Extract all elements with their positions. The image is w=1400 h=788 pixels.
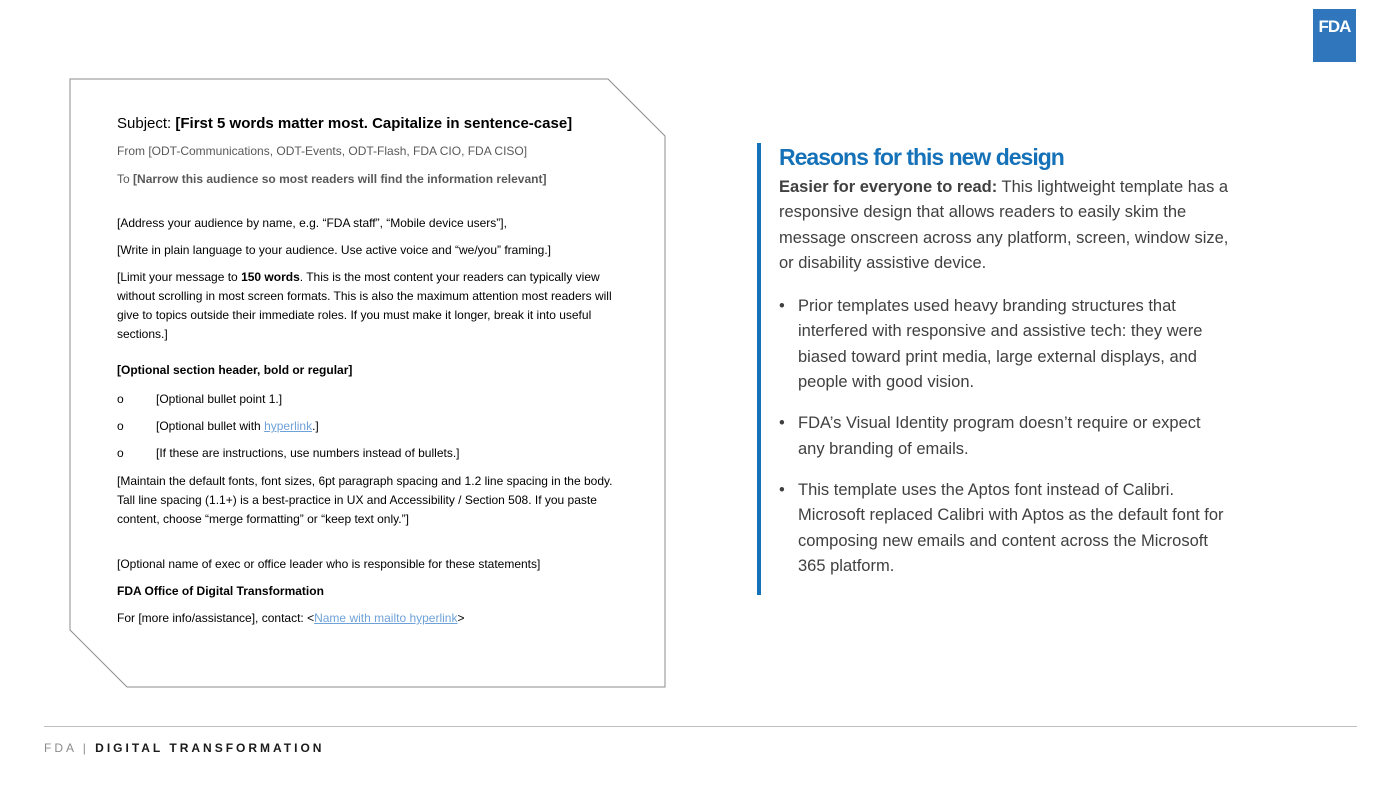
exec-line: [Optional name of exec or office leader who is responsible for these statements] bbox=[117, 557, 541, 571]
contact-post: > bbox=[457, 611, 465, 625]
bullet-marker: o bbox=[117, 392, 124, 406]
office-name: FDA Office of Digital Transformation bbox=[117, 584, 324, 598]
bullet-text: [If these are instructions, use numbers instead of bullets.] bbox=[156, 446, 460, 460]
maintain-fonts-paragraph: [Maintain the default fonts, font sizes, 6pt paragraph spacing and 1.2 line spacing in the body. Tall line spacing (1.1+) is a best-practice in UX and Accessibility / Section 508. If you paste content, choose “merge formatting” or “keep text only.”] bbox=[117, 474, 613, 526]
reason-text: This template uses the Aptos font instead of Calibri. Microsoft replaced Calibri with Aptos as the default font for composing new emails and content across the Microsoft 365 platform. bbox=[798, 480, 1224, 575]
bullet-marker: o bbox=[117, 446, 124, 460]
to-label: To bbox=[117, 172, 130, 186]
footer bbox=[44, 741, 324, 755]
fda-logo: FDA bbox=[1313, 9, 1356, 62]
bullet-item bbox=[117, 444, 627, 463]
bullet-dot: • bbox=[779, 480, 785, 499]
intro-bold: Easier for everyone to read: bbox=[779, 178, 998, 196]
reasons-panel bbox=[779, 143, 1229, 595]
reason-item bbox=[779, 294, 1229, 395]
footer-org: FDA bbox=[44, 741, 77, 755]
email-template-content bbox=[117, 114, 627, 628]
footer-unit: DIGITAL TRANSFORMATION bbox=[95, 741, 325, 755]
bullet-item bbox=[117, 390, 627, 409]
to-line bbox=[117, 170, 627, 189]
footer-separator: | bbox=[82, 741, 89, 755]
footer-divider bbox=[44, 726, 1357, 727]
bullet-2-post: .] bbox=[312, 419, 319, 433]
address-line: [Address your audience by name, e.g. “FDA staff”, “Mobile device users”], bbox=[117, 216, 507, 230]
email-subject bbox=[117, 114, 627, 133]
bullet-text: [Optional bullet point 1.] bbox=[156, 392, 283, 406]
reason-item bbox=[779, 478, 1229, 579]
accent-bar bbox=[757, 143, 761, 595]
bullet-item bbox=[117, 417, 627, 436]
reasons-intro bbox=[779, 175, 1229, 276]
reason-text: FDA’s Visual Identity program doesn’t require or expect any branding of emails. bbox=[798, 414, 1201, 458]
reason-item bbox=[779, 411, 1229, 462]
plain-language-line: [Write in plain language to your audience. Use active voice and “we/you” framing.] bbox=[117, 243, 552, 257]
bullet-text bbox=[156, 417, 319, 436]
contact-pre: For [more info/assistance], contact: < bbox=[117, 611, 315, 625]
from-line: From [ODT-Communications, ODT-Events, ODT-Flash, FDA CIO, FDA CISO] bbox=[117, 144, 528, 158]
bullet-dot: • bbox=[779, 297, 785, 316]
subject-label: Subject: bbox=[117, 115, 172, 132]
intro-text: This lightweight template has a responsive design that allows readers to easily skim the message onscreen across any platform, screen, window size, or disability assistive device. bbox=[779, 178, 1229, 272]
reasons-list bbox=[779, 294, 1229, 579]
bullet-dot: • bbox=[779, 414, 785, 433]
word-limit-paragraph bbox=[117, 268, 627, 344]
limit-post: . This is the most content your readers can typically view without scrolling in most screen formats. This is also the maximum attention most readers will give to topics outside their immediate roles. If you must make it longer, break it into useful sections.] bbox=[117, 270, 612, 341]
section-header: [Optional section header, bold or regular] bbox=[117, 363, 353, 377]
limit-bold: 150 words bbox=[241, 270, 300, 284]
mailto-link[interactable]: Name with mailto hyperlink bbox=[314, 611, 458, 625]
reason-text: Prior templates used heavy branding structures that interfered with responsive and assistive tech: they were biased toward print media, large external displays, and people with good vision. bbox=[798, 297, 1203, 392]
to-value: [Narrow this audience so most readers will find the information relevant] bbox=[133, 172, 547, 186]
subject-value: [First 5 words matter most. Capitalize in sentence-case] bbox=[175, 115, 573, 132]
reasons-title: Reasons for this new design bbox=[779, 144, 1064, 170]
bullet-marker: o bbox=[117, 419, 124, 433]
hyperlink[interactable]: hyperlink bbox=[264, 419, 313, 433]
contact-line bbox=[117, 609, 627, 628]
limit-pre: [Limit your message to bbox=[117, 270, 242, 284]
bullet-2-pre: [Optional bullet with bbox=[156, 419, 265, 433]
